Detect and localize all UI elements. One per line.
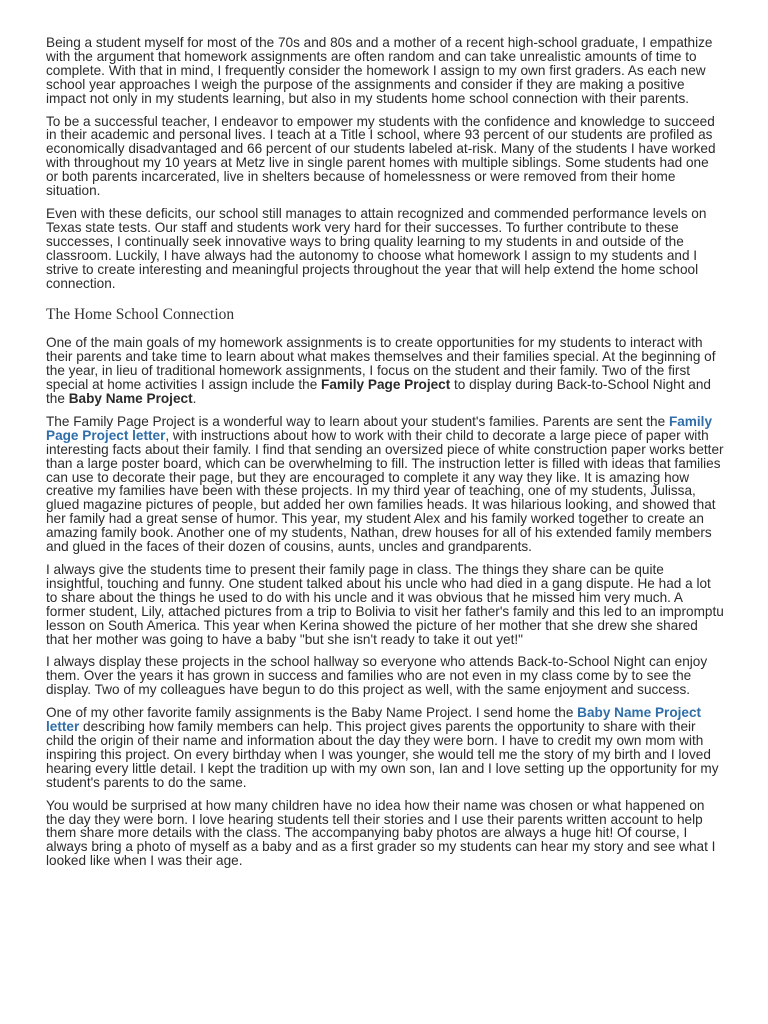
- surprise-paragraph: You would be surprised at how many children have no idea how their name was chosen or what happened on the day they were born. I love hearing students tell their stories and I use their parents written account to help them share more details with the class. The accompanying baby photos are always a huge hit! Of course, I always bring a photo of myself as a baby and as a first grader so my students can hear my story and see what I looked like when I was their age.: [46, 797, 716, 869]
- baby-name-text-before: One of my other favorite family assignments is the Baby Name Project. I send home the: [46, 705, 578, 721]
- baby-name-paragraph: [46, 706, 724, 789]
- section-heading: The Home School Connection: [46, 306, 235, 324]
- baby-name-project-bold: Baby Name Project: [68, 391, 193, 407]
- family-page-text-after: , with instructions about how to work with their child to decorate a large piece of paper with interesting facts about their family. I find that sending an oversized piece of white construction paper works better than a large poster board, which can be overwhelming to fill. The instruction letter is filled with ideas that families can use to decorate their page, but they are encouraged to complete it any way they like. It is amazing how creative my families have been with these projects. In my third year of teaching, one of my students, Julissa, glued magazine pictures of people, but added her own families heads. It was hilarious looking, and showed that her family had a great sense of humor. This year, my student Alex and his family worked together to create an amazing family book. Another one of my students, Nathan, drew houses for all of his extended family members and glued in the faces of their dozen of cousins, aunts, uncles and grandparents.: [46, 427, 724, 555]
- intro-paragraph-1: Being a student myself for most of the 70s and 80s and a mother of a recent high-school graduate, I empathize with the argument that homework assignments are often random and can take unrealistic amounts of time to complete. With that in mind, I frequently consider the homework I assign to my own first graders. As each new school year approaches I weigh the purpose of the assignments and consider if they are making a positive impact not only in my students learning, but also in my students home school connection with their parents.: [46, 35, 713, 106]
- family-page-paragraph: [46, 415, 724, 554]
- family-page-letter-link[interactable]: Family Page Project letter: [46, 413, 713, 443]
- family-page-text-before: The Family Page Project is a wonderful way to learn about your student's families. Parents are sent the: [46, 413, 669, 429]
- goals-text-mid: to display during Back-to-School Night and the: [46, 377, 711, 407]
- family-page-project-bold: Family Page Project: [321, 377, 451, 393]
- intro-paragraph-2: To be a successful teacher, I endeavor to empower my students with the confidence and knowledge to succeed in their academic and personal lives. I teach at a Title I school, where 93 percent of our students are profiled as economically disadvantaged and 66 percent of our students labeled at-risk. Many of the students I have worked with throughout my 10 years at Metz live in single parent homes with multiple siblings. Some students had one or both parents incarcerated, live in shelters because of homelessness or were removed from their home situation.: [46, 113, 716, 199]
- goals-text: One of the main goals of my homework assignments is to create opportunities for my students to interact with their parents and take time to learn about what makes themselves and their families special. At the beginning of the year, in lieu of traditional homework assignments, I focus on the student and their family. Two of the first special at home activities I assign include the: [46, 335, 716, 393]
- present-paragraph: I always give the students time to present their family page in class. The things they share can be quite insightful, touching and funny. One student talked about his uncle who had died in a gang dispute. He had a lot to share about the things he used to do with his uncle and it was obvious that he missed him very much. A former student, Lily, attached pictures from a trip to Bolivia to visit her father's family and this led to an impromptu lesson on South America. This year when Kerina showed the picture of her mother that she drew she shared that her mother was going to have a baby "but she isn't ready to take it out yet!": [46, 562, 724, 647]
- baby-name-text-after: describing how family members can help. This project gives parents the opportunity to share with their child the origin of their name and information about the day they were born. I have to credit my own mom with inspiring this project. On every birthday when I was younger, she would tell me the story of my birth and I loved hearing every little detail. I kept the tradition up with my own son, Ian and I love setting up the opportunity for my student's parents to do the same.: [46, 719, 719, 790]
- goals-text-end: .: [192, 391, 197, 407]
- display-paragraph: I always display these projects in the school hallway so everyone who attends Back-to-School Night can enjoy them. Over the years it has grown in success and families who are not even in my class come by to see the display. Two of my colleagues have begun to do this project as well, with the same enjoyment and success.: [46, 654, 708, 698]
- baby-name-letter-link[interactable]: Baby Name Project letter: [46, 705, 702, 735]
- goals-paragraph: [46, 336, 724, 406]
- intro-paragraph-3: Even with these deficits, our school still manages to attain recognized and commended performance levels on Texas state tests. Our staff and students work very hard for their successes. To further contribute to these successes, I continually seek innovative ways to bring quality learning to my students in and outside of the classroom. Luckily, I have always had the autonomy to choose what homework I assign to my students and I strive to create interesting and meaningful projects throughout the year that will help extend the home school connection.: [46, 205, 707, 291]
